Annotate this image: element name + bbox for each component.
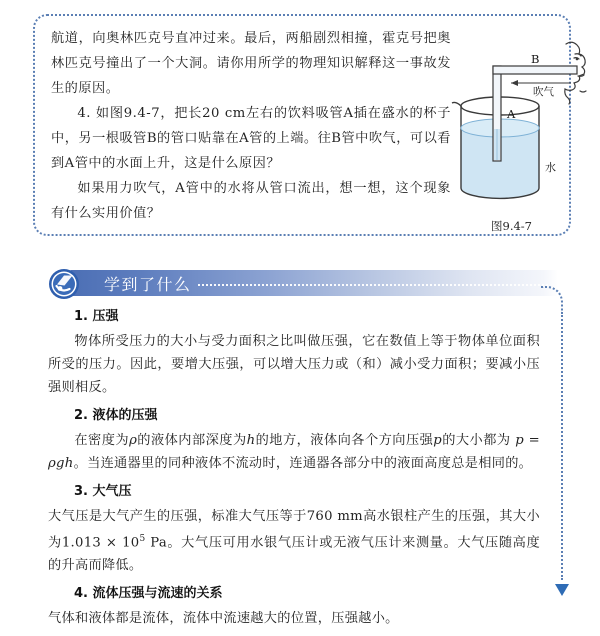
figure-label-water: 水 [545,161,556,174]
summary-item-3-label: 大气压 [92,484,132,499]
summary-item-2-number: 2. [74,408,88,423]
check-circle-icon [48,268,80,300]
summary-item-2-title [48,405,540,427]
summary-item-4 [48,583,540,630]
section-header-dotted-rule [198,284,548,286]
summary-item-4-body: 气体和液体都是流体，流体中流速越大的位置，压强越小。 [48,611,399,627]
summary-item-2-p: p [433,433,443,448]
summary-item-1 [48,306,540,399]
summary-item-3-body-pre: 大气压是大气产生的压强，标准大气压等于760 mm高水银柱产生的压强，其大小为 [48,509,540,551]
summary-item-2-body-mid2: 的地方，液体向各个方向压强 [255,433,434,448]
figure-illustration [439,36,599,221]
summary-item-3-body [48,505,540,577]
exercise-text-column [51,26,451,226]
summary-item-2-formula: p = ρgh [48,433,540,471]
summary-item-3-title [48,481,540,503]
summary-box-corner [541,286,563,314]
summary-item-2-rho: ρ [129,433,138,448]
summary-item-3 [48,481,540,577]
summary-item-1-label: 压强 [92,309,119,324]
summary-item-1-number: 1. [74,309,88,324]
summary-item-2-body-mid3: 的大小都为 [442,433,516,448]
summary-item-3-number: 3. [74,484,88,499]
summary-item-1-title [48,306,540,328]
summary-item-3-body-post: 。大气压可用水银气压计或无液气压计来测量。大气压随高度的升高而降低。 [48,535,540,574]
summary-item-3-exponent: 5 [139,534,146,544]
exercise-box [33,14,571,236]
figure-caption: 图9.4-7 [491,219,532,233]
summary-item-2-body-post: 。当连通器里的同种液体不流动时，连通器各部分中的液面高度总是相同的。 [73,456,533,471]
summary-item-4-label: 流体压强与流速的关系 [92,586,223,602]
summary-item-2-body [48,429,540,475]
straw-a-icon [493,66,501,161]
summary-box [48,286,563,627]
summary-item-2-label: 液体的压强 [92,408,158,423]
exercise-paragraph-2: 4. 如图9.4-7，把长20 cm左右的饮料吸管A插在盛水的杯子中，另一根吸管B的管口贴靠在A管的上端。往B管中吹气，可以看到A管中的水面上升，这是什么原因？ [51,106,451,171]
summary-item-2-h: h [246,433,256,448]
summary-item-3-unit: Pa [145,535,168,551]
figure-label-b: B [531,52,540,66]
summary-item-3-value: 1.013 × 10 [61,535,140,551]
figure-9-4-7 [439,36,599,241]
figure-label-a: A [507,107,516,121]
summary-content [48,306,540,636]
summary-item-2 [48,405,540,475]
exercise-paragraph-3: 如果用力吹气，A管中的水将从管口流出，想一想，这个现象有什么实用价值？ [51,181,451,221]
straw-b-icon [493,66,577,74]
summary-item-4-number: 4. [74,586,88,602]
exercise-paragraph-1: 航道，向奥林匹克号直冲过来。最后，两船剧烈相撞，霍克号把奥林匹克号撞出了一个大洞。请你用所学的物理知识解释这一事故发生的原因。 [51,31,451,96]
figure-label-blow: 吹气 [533,86,554,98]
continue-arrow-icon [555,584,569,596]
summary-item-2-body-mid1: 的液体内部深度为 [137,433,247,448]
summary-item-4-title [48,583,540,605]
summary-item-1-body: 物体所受压力的大小与受力面积之比叫做压强，它在数值上等于物体单位面积所受的压力。因此，要增大压强，可以增大压力或（和）减小受力面积；要减小压强则相反。 [48,334,540,395]
summary-box-right-border [561,312,563,580]
summary-item-2-body-pre: 在密度为 [74,433,130,448]
section-title: 学到了什么 [104,275,192,294]
